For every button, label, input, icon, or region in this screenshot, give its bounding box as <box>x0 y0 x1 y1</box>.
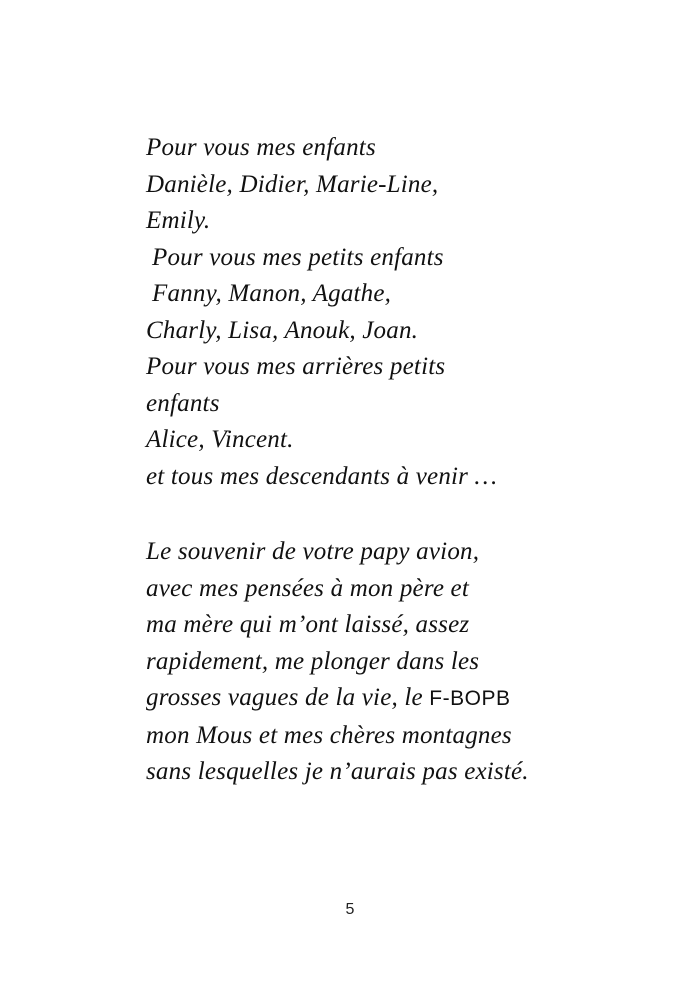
dedication-line-text: grosses vagues de la vie, le <box>146 684 423 711</box>
dedication-line: et tous mes descendants à venir … <box>146 462 497 490</box>
page-number: 5 <box>345 901 355 918</box>
dedication-line: avec mes pensées à mon père et <box>146 574 470 602</box>
dedication-stanza-family <box>146 130 666 495</box>
dedication-line-with-registration <box>146 680 666 718</box>
dedication-line: ma mère qui m’ont laissé, assez <box>146 611 470 638</box>
dedication-line: Alice, Vincent. <box>146 426 294 453</box>
dedication-line: rapidement, me plonger dans les <box>146 647 480 675</box>
dedication-line: Charly, Lisa, Anouk, Joan. <box>146 316 419 344</box>
dedication-stanza-memory <box>146 534 666 791</box>
dedication-line: Emily. <box>146 207 211 234</box>
aircraft-registration: F-BOPB <box>429 687 511 710</box>
dedication-line: enfants <box>146 389 220 417</box>
dedication-line: Pour vous mes arrières petits <box>146 353 446 380</box>
dedication-line: sans lesquelles je n’aurais pas existé. <box>146 758 529 785</box>
dedication-line: Danièle, Didier, Marie-Line, <box>146 170 439 198</box>
dedication-line: mon Mous et mes chères montagnes <box>146 721 512 749</box>
dedication-line: Pour vous mes enfants <box>146 134 376 161</box>
dedication-line: Pour vous mes petits enfants <box>152 243 444 271</box>
dedication-line: Le souvenir de votre papy avion, <box>146 538 480 565</box>
dedication-line: Fanny, Manon, Agathe, <box>152 280 392 307</box>
